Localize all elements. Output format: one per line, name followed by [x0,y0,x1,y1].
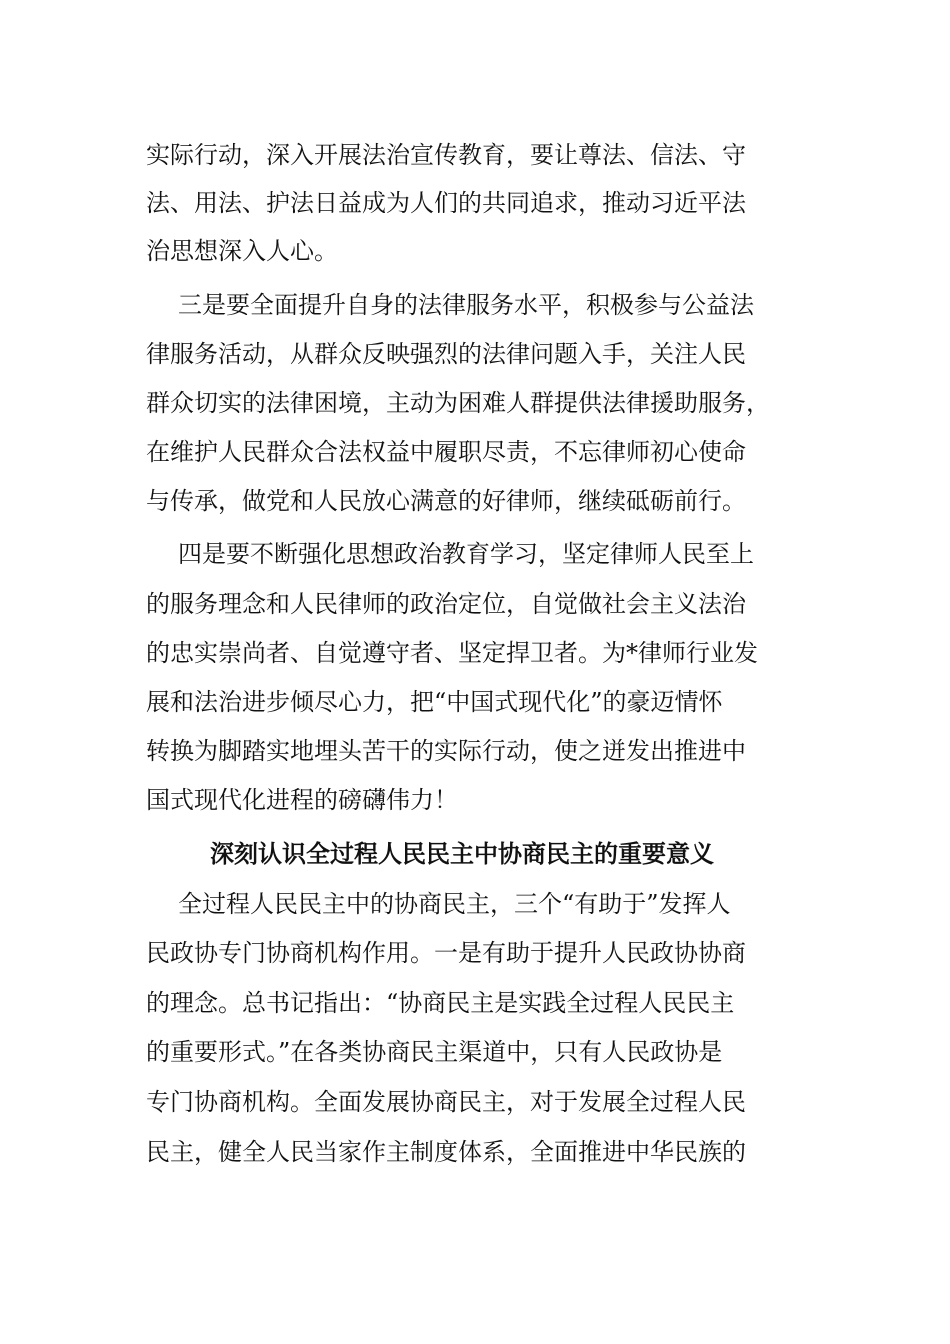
paragraph-start-line: 全过程人民民主中的协商民主，三个“有助于”发挥人 [178,890,731,918]
text-line: 的忠实崇尚者、自觉遵守者、坚定捍卫者。为*律师行业发 [146,639,758,667]
text-line: 国式现代化进程的磅礴伟力！ [146,786,458,814]
text-line: 律服务活动，从群众反映强烈的法律问题入手，关注人民 [146,340,746,368]
text-line: 的理念。总书记指出：“协商民主是实践全过程人民民主 [146,989,735,1017]
text-line: 在维护人民群众合法权益中履职尽责，不忘律师初心使命 [146,438,746,466]
section-heading: 深刻认识全过程人民民主中协商民主的重要意义 [210,840,714,868]
text-line: 的重要形式。”在各类协商民主渠道中，只有人民政协是 [146,1038,723,1066]
text-line: 专门协商机构。全面发展协商民主，对于发展全过程人民 [146,1088,746,1116]
text-line: 的服务理念和人民律师的政治定位，自觉做社会主义法治 [146,590,746,618]
text-line: 治思想深入人心。 [146,237,338,265]
text-line: 法、用法、护法日益成为人们的共同追求，推动习近平法 [146,189,746,217]
text-line: 民主，健全人民当家作主制度体系，全面推进中华民族的 [146,1138,746,1166]
paragraph-start-line: 三是要全面提升自身的法律服务水平，积极参与公益法 [178,291,754,319]
text-line: 转换为脚踏实地埋头苦干的实际行动，使之迸发出推进中 [146,737,746,765]
text-line: 展和法治进步倾尽心力，把“中国式现代化”的豪迈情怀 [146,688,723,716]
text-line: 实际行动，深入开展法治宣传教育，要让尊法、信法、守 [146,141,746,169]
paragraph-start-line: 四是要不断强化思想政治教育学习，坚定律师人民至上 [178,540,754,568]
text-line: 群众切实的法律困境，主动为困难人群提供法律援助服务， [146,389,770,417]
text-line: 与传承，做党和人民放心满意的好律师，继续砥砺前行。 [146,487,746,515]
text-line: 民政协专门协商机构作用。一是有助于提升人民政协协商 [146,939,746,967]
